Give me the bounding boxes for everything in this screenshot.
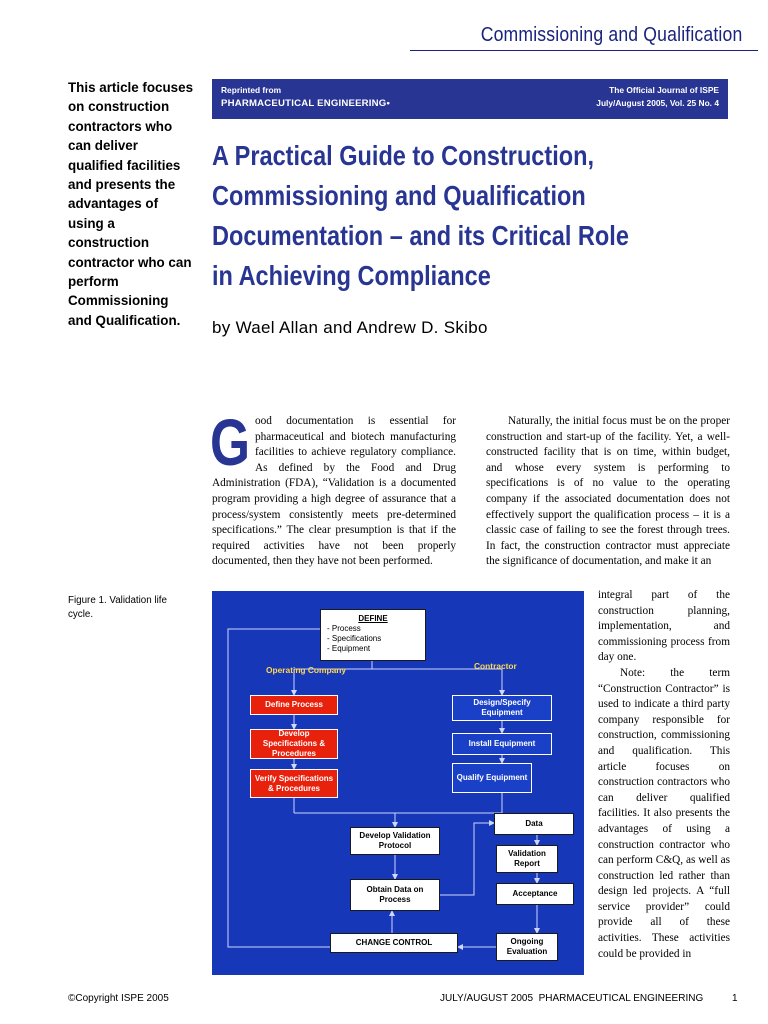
define-item: - Process (327, 624, 361, 633)
drop-cap: G (210, 405, 251, 479)
copyright: ©Copyright ISPE 2005 (68, 993, 169, 1004)
section-title: Commissioning and Qualification (480, 24, 742, 46)
footer-issue: JULY/AUGUST 2005 PHARMACEUTICAL ENGINEERING (440, 993, 704, 1004)
journal-banner (212, 79, 728, 119)
body-column-2-continued (598, 588, 730, 962)
page-number: 1 (732, 993, 738, 1004)
validation-report-box: Validation Report (496, 845, 558, 873)
define-item: - Equipment (327, 644, 371, 653)
operating-company-label: Operating Company (266, 665, 347, 675)
article-title: A Practical Guide to Construction, Commissioning and Qualification Documentation – and its Critical Role in Achieving Compliance (212, 140, 629, 291)
change-control-box: CHANGE CONTROL (330, 933, 458, 953)
body-column-1 (210, 405, 456, 570)
col1-text: ood documentation is essential for pharmaceutical and biotech manufacturing facilities to achieve regulatory compliance. As defined by the Food and Drug Administration (FDA), “Validation is a documented program providing a high degree of assurance that a process/system consistently meets pre-determined specifications.” The clear presumption is that if the required activities have not been properly documented, then they have not been performed. (212, 415, 456, 568)
contractor-label: Contractor (474, 661, 517, 671)
col2-text: Naturally, the initial focus must be on the proper construction and start-up of the facility. Yet, a well-constructed facility that is on time, within budget, and whose every system is performing to specifications is of no value to the operating company if the associated documentation does not effectively support the qualification process – it is a classic case of failing to see the forest through trees. In fact, the construction contractor must appreciate the significance of documentation, and make it an (486, 415, 730, 568)
journal-name: PHARMACEUTICAL ENGINEERING• (221, 98, 391, 109)
issue-info: July/August 2005, Vol. 25 No. 4 (596, 98, 719, 108)
qualify-equipment-box: Qualify Equipment (452, 763, 532, 793)
section-rule (410, 50, 758, 51)
registered-mark: • (386, 98, 391, 109)
define-title: DEFINE (358, 614, 388, 623)
verify-specs-box: Verify Specifications & Procedures (250, 769, 338, 798)
develop-specs-box: Develop Specifications & Procedures (250, 729, 338, 759)
sidebar-summary: This article focuses on construction contractors who can deliver qualified facilities and presents the advantages of using a construction contractor who can perform Commissioning and Qualification. (68, 80, 194, 328)
col2b-text: integral part of the construction planning, implementation, and commissioning process from day one. (598, 589, 730, 664)
data-box: Data (494, 813, 574, 835)
byline: by Wael Allan and Andrew D. Skibo (212, 318, 488, 337)
official-journal: The Official Journal of ISPE (609, 85, 719, 95)
acceptance-box: Acceptance (496, 883, 574, 905)
body-column-2 (486, 414, 730, 570)
define-process-box: Define Process (250, 695, 338, 715)
figure-caption: Figure 1. Validation life cycle. (68, 595, 167, 620)
design-specify-box: Design/Specify Equipment (452, 695, 552, 721)
develop-protocol-box: Develop Validation Protocol (350, 827, 440, 855)
install-equipment-box: Install Equipment (452, 733, 552, 755)
obtain-data-box: Obtain Data on Process (350, 879, 440, 911)
define-item: - Specifications (327, 634, 382, 643)
col2c-text: Note: the term “Construction Contractor” is used to indicate a third party company responsible for construction, commissioning and qualification. This article focuses on construction contractors who can deliver qualified facilities. It also presents the advantages of using a construction contractor who can perform C&Q, as well as construction led rather than design led projects. A “full service provider” could provide all of these activities. These activities could be provided in (598, 666, 730, 960)
ongoing-evaluation-box: Ongoing Evaluation (496, 933, 558, 961)
define-box (320, 609, 426, 661)
validation-lifecycle-figure (212, 591, 584, 975)
reprinted-label: Reprinted from (221, 85, 282, 95)
